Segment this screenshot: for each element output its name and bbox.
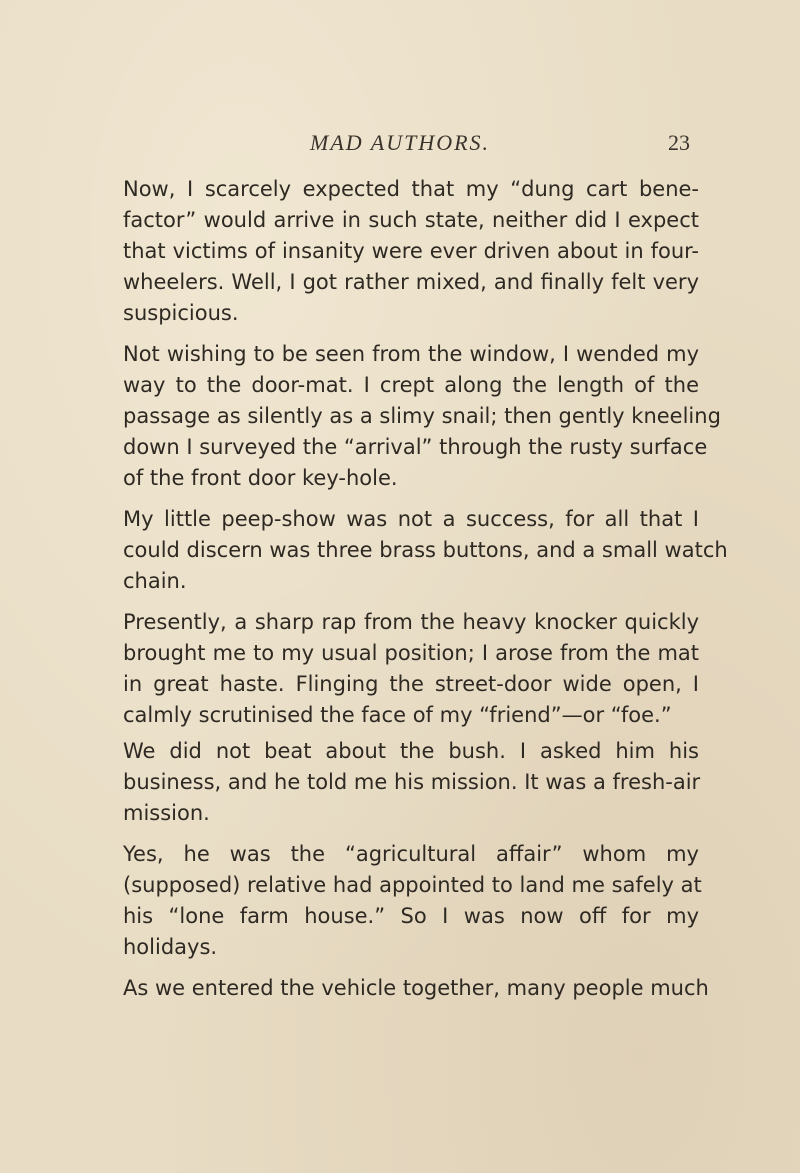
text-line: Presently, a sharp rap from the heavy knocker quickly — [123, 610, 699, 634]
page-number: 23 — [668, 130, 690, 155]
text-line: Yes, he was the “agricultural affair” whom my — [123, 842, 699, 866]
paragraph — [123, 736, 699, 829]
text-line: way to the door-mat. I crept along the length of the — [123, 373, 699, 397]
paragraph — [123, 973, 709, 1004]
text-line: could discern was three brass buttons, and a small watch — [123, 538, 728, 562]
text-line: My little peep-show was not a success, for all that I — [123, 507, 699, 531]
text-line: brought me to my usual position; I arose from the mat — [123, 641, 699, 665]
text-line: down I surveyed the “arrival” through the rusty surface — [123, 435, 708, 459]
text-line: factor” would arrive in such state, neither did I expect — [123, 208, 699, 232]
text-line: holidays. — [123, 935, 218, 959]
text-line: in great haste. Flinging the street-door wide open, I — [123, 672, 699, 696]
text-line: his “lone farm house.” So I was now off for my — [123, 904, 699, 928]
paragraph — [123, 607, 699, 731]
paragraph — [123, 174, 699, 329]
text-line: (supposed) relative had appointed to land me safely at — [123, 873, 702, 897]
text-line: calmly scrutinised the face of my “friend”—or “foe.” — [123, 703, 672, 727]
text-line: of the front door key-hole. — [123, 466, 398, 490]
running-head — [0, 130, 800, 160]
text-line: that victims of insanity were ever driven about in four- — [123, 239, 699, 263]
text-line: business, and he told me his mission. It was a fresh-air — [123, 770, 701, 794]
text-line: Now, I scarcely expected that my “dung cart bene- — [123, 177, 699, 201]
text-line: mission. — [123, 801, 210, 825]
text-line: We did not beat about the bush. I asked him his — [123, 739, 699, 763]
text-line: As we entered the vehicle together, many people much — [123, 976, 709, 1000]
running-title: MAD AUTHORS. — [310, 130, 491, 155]
paragraph — [123, 339, 721, 494]
paragraph — [123, 504, 728, 597]
text-line: Not wishing to be seen from the window, I wended my — [123, 342, 699, 366]
text-line: wheelers. Well, I got rather mixed, and finally felt very — [123, 270, 699, 294]
paragraph — [123, 839, 702, 963]
text-line: suspicious. — [123, 301, 239, 325]
text-line: passage as silently as a slimy snail; then gently kneeling — [123, 404, 721, 428]
body-text — [123, 174, 728, 1014]
text-line: chain. — [123, 569, 187, 593]
